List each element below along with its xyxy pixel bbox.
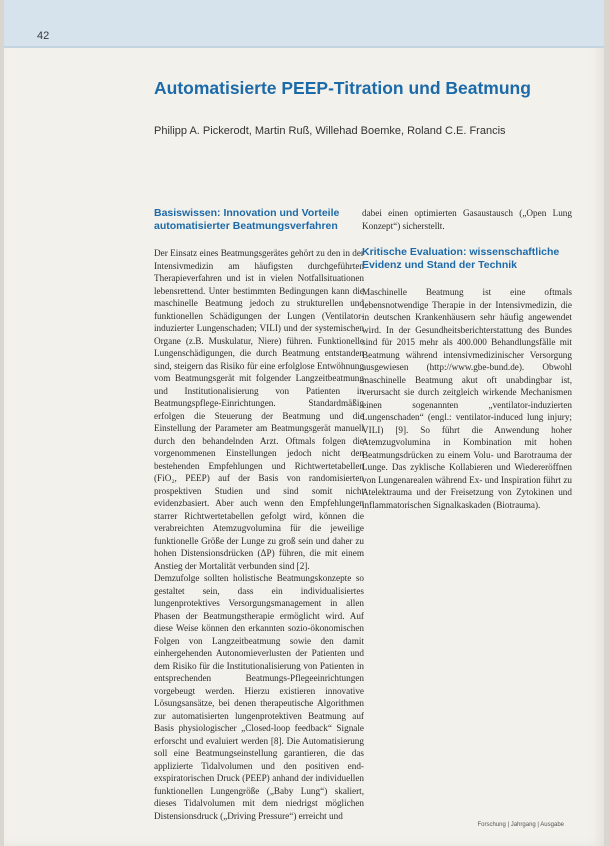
header-band: [4, 0, 604, 48]
paper-page: [4, 0, 604, 846]
section-heading-basiswissen: Basiswissen: Innovation und Vorteile automatisierter Beatmungsverfahren: [154, 207, 340, 232]
article-authors: Philipp A. Pickerodt, Martin Ruß, Willehad Boemke, Roland C.E. Francis: [154, 125, 506, 137]
article-title: Automatisierte PEEP-Titration und Beatmung: [154, 78, 531, 98]
body-paragraph: dabei einen optimierten Gasaustausch („Open Lung Konzept“) sicherstellt.: [362, 208, 572, 231]
page-number: 42: [37, 30, 50, 42]
body-paragraph: Der Einsatz eines Beatmungsgerätes gehört zu den in der Intensivmedizin am häufigsten durchgeführten Therapieverfahren und ist in vielen Notfallsituationen lebensrettend. Unter bestimmten Bedingungen kann die maschinelle Beatmung jedoch zu strukturellen und funktionellen Schädigungen der Lungen (Ventilator-induzierter Lungenschaden; VILI) und der systemischen Organe (z.B. Muskulatur, Niere) führen. Funktionelle Lungenschädigungen, die durch Beatmung entstanden sind, steigern das Risiko für eine erfolglose Entwöhnung vom Beatmungsgerät mit folgender Langzeitbeatmung und Institutionalisierung von Patienten in Beatmungspflege-Einrichtungen. Standardmäßig erfolgen die Steuerung der Beatmung und die Einstellung der Parameter am Beatmungsgerät manuell durch den behandelnden Arzt. Oftmals folgen die vorgenommenen Einstellungen jedoch nicht den bestehenden Empfehlungen und Richtwertetabellen (FiO₂, PEEP) auf der Basis von randomisierten prospektiven Studien und sind somit nicht evidenzbasiert. Aber auch wenn den Empfehlungen starrer Richtwertetabellen gefolgt wird, können die verabreichten Atemzugvolumina für die jeweilige funktionelle Größe der Lunge zu groß sein und daher zu hohen Distensionsdrücken (ΔP) führen, die mit einem Anstieg der Mortalität verbunden sind [2].: [154, 248, 364, 571]
column-right: [362, 207, 572, 511]
page-footer: Forschung | Jahrgang | Ausgabe: [477, 822, 564, 828]
section-heading-kritische-evaluation: Kritische Evaluation: wissenschaftliche Evidenz und Stand der Technik: [362, 246, 560, 271]
body-paragraph: Maschinelle Beatmung ist eine oftmals lebensnotwendige Therapie in der Intensivmedizin, die in deutschen Krankenhäusern sehr häufig angewendet wird. In der Gesundheitsberichterstattung des Bundes sind für 2015 mehr als 400.000 Behandlungsfälle mit Beatmung während intensivmedizinischer Versorgung ausgewiesen (http://www.gbe-bund.de). Obwohl maschinelle Beatmung akut oft unabdingbar ist, verursacht sie durch zeitgleich wirkende Mechanismen einen sogenannten „ventilator-induzierten Lungenschaden“ (engl.: ventilator-induced lung injury; VILI) [9]. So führt die Anwendung hoher Atemzugvolumina in Kombination mit hohen Beatmungsdrücken zu einem Volu- und Barotrauma der Lunge. Das zyklische Kollabieren und Wiedereröffnen von Lungenarealen während Ex- und Inspiration führt zu Atelektrauma und der Freisetzung von Zytokinen und inflammatorischen Signalkaskaden (Biotrauma).: [362, 287, 572, 510]
column-left: [154, 207, 364, 822]
body-paragraph: Demzufolge sollten holistische Beatmungskonzepte so gestaltet sein, dass ein individualisiertes lungenprotektives Versorgungsmanagement in allen Phasen der Beatmungstherapie ermöglicht wird. Auf diese Weise können den erkannten sozio-ökonomischen Folgen von Langzeitbeatmung sowie den damit einhergehenden Autonomieverlusten der Patienten und dem Risiko für die Institutionalisierung von Patienten in entsprechenden Beatmungs-Pflegeeinrichtungen vorgebeugt werden. Hierzu existieren innovative Lösungsansätze, bei denen therapeutische Algorithmen zur automatisierten lungenprotektiven Beatmung auf Basis physiologischer „Closed-loop feedback“ Signale erforscht und evaluiert werden [8]. Die Automatisierung soll eine Beatmungseinstellung garantieren, die das applizierte Tidalvolumen und den positiven end-exspiratorischen Druck (PEEP) anhand der individuellen funktionellen Lungengröße („Baby Lung“) skaliert, dieses Tidalvolumen mit dem niedrigst möglichen Distensionsdruck („Driving Pressure“) erreicht und: [154, 573, 364, 821]
